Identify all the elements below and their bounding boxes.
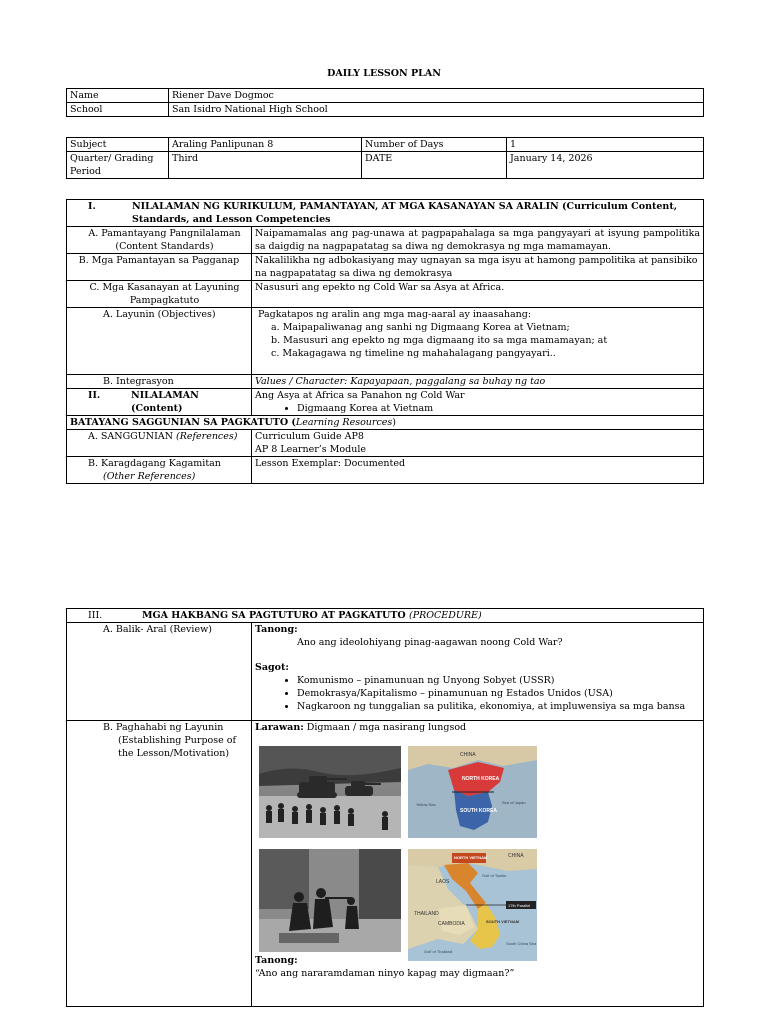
references-values: [252, 430, 704, 457]
answer-item: • Komunismo – pinamunuan ng Unyong Sobyet (USSR): [297, 674, 700, 687]
integration-value: Values / Character: Kapayapaan, paggalang sa buhay ng tao: [252, 375, 704, 389]
other-references-label-text: B. Karagdagang Kagamitan: [88, 458, 221, 469]
objective-a: a. Maipapaliwanag ang sanhi ng Digmaang Korea at Vietnam;: [271, 322, 570, 333]
map1-label-south-korea: SOUTH KOREA: [460, 808, 497, 814]
references-label-italic: (References): [176, 431, 238, 442]
map2-label-gulf-of-tonkin: Gulf of Tonkin: [482, 873, 507, 878]
motivation-question: “Ano ang nararamdaman ninyo kapag may digmaan?”: [255, 968, 515, 979]
motivation-label-line-2: (Establishing Purpose of: [118, 735, 237, 746]
name-label: Name: [67, 89, 169, 103]
motivation-label-line-1: B. Paghahabi ng Layunin: [103, 722, 224, 733]
map2-label-laos: LAOS: [436, 879, 450, 885]
map2-label-north-vietnam: NORTH VIETNAM: [454, 855, 488, 860]
map2-label-gulf-of-thailand: Gulf of Thailand: [424, 949, 453, 954]
korea-map: [408, 746, 537, 838]
other-references-label: [67, 457, 252, 484]
vietnam-map: [408, 849, 537, 961]
section-3-title-italic: (PROCEDURE): [408, 610, 482, 621]
section-3-number: III.: [88, 610, 103, 621]
map2-label-cambodia: CAMBODIA: [438, 921, 465, 927]
section-3-heading: [67, 609, 704, 623]
review-label: A. Balik- Aral (Review): [67, 623, 252, 721]
teacher-info-table: [66, 88, 704, 117]
map2-label-17th-parallel: 17th Parallel: [508, 903, 531, 908]
integration-label: B. Integrasyon: [67, 375, 252, 389]
motivation-question-label: Tanong:: [255, 955, 298, 966]
section-1-title: NILALAMAN NG KURIKULUM, PAMANTAYAN, AT MGA KASANAYAN SA ARALIN (Curriculum Content, Standards, and Lesson Competencies: [132, 201, 678, 225]
content-standards-label: A. Pamantayang Pangnilalaman (Content Standards): [67, 227, 252, 254]
objective-b: b. Masusuri ang epekto ng mga digmaang ito sa mga mamamayan; at: [271, 335, 608, 346]
motivation-label: [67, 721, 252, 1007]
objective-c: c. Makagagawa ng timeline ng mahahalagang pangyayari..: [271, 348, 556, 359]
other-references-label-italic: (Other References): [103, 471, 196, 482]
map1-label-yellow-sea: Yellow Sea: [416, 802, 436, 807]
content-value-cell: [252, 389, 704, 416]
review-question: Ano ang ideolohiyang pinag-aagawan noong Cold War?: [297, 637, 563, 648]
section-3-title: [142, 609, 482, 622]
school-value: San Isidro National High School: [169, 103, 704, 117]
reference-2: AP 8 Learner’s Module: [255, 444, 366, 455]
answer-item: • Nagkaroon ng tunggalian sa pulitika, ekonomiya, at impluwensiya sa mga bansa: [297, 700, 700, 713]
competencies-value: Nasusuri ang epekto ng Cold War sa Asya at Africa.: [252, 281, 704, 308]
document-title: DAILY LESSON PLAN: [327, 68, 441, 79]
map2-label-south-china-sea: South China Sea: [506, 941, 537, 946]
references-label-text: A. SANGGUNIAN: [88, 431, 177, 442]
map1-label-china: CHINA: [460, 752, 476, 758]
objectives-cell: [252, 308, 704, 375]
map2-label-thailand: THAILAND: [414, 911, 439, 917]
date-value: January 14, 2026: [507, 152, 704, 179]
performance-standards-value: Nakalilikha ng adbokasiyang may ugnayan sa mga isyu at hamong pampolitika at pansibiko na nagpapatatag sa diwa ng demokrasya: [252, 254, 704, 281]
objectives-intro: Pagkatapos ng aralin ang mga mag-aaral ay inaasahang:: [258, 309, 532, 320]
section-3-title-text: MGA HAKBANG SA PAGTUTURO AT PAGKATUTO: [142, 610, 409, 621]
section-1-heading: [67, 200, 704, 227]
subject-value: Araling Panlipunan 8: [169, 138, 362, 152]
days-value: 1: [507, 138, 704, 152]
other-references-value: Lesson Exemplar: Documented: [252, 457, 704, 484]
review-cell: [252, 623, 704, 721]
content-bullet: • Digmaang Korea at Vietnam: [297, 402, 700, 415]
map1-label-north-korea: NORTH KOREA: [462, 776, 500, 782]
days-label: Number of Days: [362, 138, 507, 152]
map2-label-china: CHINA: [508, 853, 524, 859]
motivation-label-line-3: the Lesson/Motivation): [118, 748, 230, 759]
picture-caption: [255, 721, 700, 734]
subject-label: Subject: [67, 138, 169, 152]
picture-caption-text: Digmaan / mga nasirang lungsod: [303, 722, 467, 733]
map2-label-south-vietnam: SOUTH VIETNAM: [486, 919, 520, 924]
subject-info-table: [66, 137, 704, 179]
objectives-label: A. Layunin (Objectives): [67, 308, 252, 375]
picture-caption-label: Larawan:: [255, 722, 304, 733]
references-label: [67, 430, 252, 457]
map1-label-sea-of-japan: Sea of Japan: [502, 800, 526, 805]
content-standards-value: Naipamamalas ang pag-unawa at pagpapahalaga sa mga pangyayari at isyung pampolitika sa daigdig na nagpapatatag sa diwa ng demokrasya ng mga mamamayan.: [252, 227, 704, 254]
section-2-number: II.: [88, 390, 101, 401]
school-label: School: [67, 103, 169, 117]
lesson-content-table: [66, 199, 704, 484]
date-label: DATE: [362, 152, 507, 179]
review-question-label: Tanong:: [255, 624, 298, 635]
resources-heading-text: BATAYANG SAGGUNIAN SA PAGKATUTO (: [70, 417, 296, 428]
performance-standards-label: B. Mga Pamantayan sa Pagganap: [67, 254, 252, 281]
quarter-label: Quarter/ Grading Period: [67, 152, 169, 179]
review-answer-label: Sagot:: [255, 662, 289, 673]
competencies-label: C. Mga Kasanayan at Layuning Pampagkatuto: [67, 281, 252, 308]
content-value: Ang Asya at Africa sa Panahon ng Cold War: [255, 390, 465, 401]
name-value: Riener Dave Dogmoc: [169, 89, 704, 103]
section-2-title: NILALAMAN (Content): [131, 390, 199, 414]
section-2-label-cell: [67, 389, 252, 416]
resources-heading: [67, 416, 704, 430]
war-photo-tanks: [259, 746, 401, 838]
quarter-value: Third: [169, 152, 362, 179]
war-photo-soldiers: [259, 849, 401, 952]
section-1-number: I.: [88, 201, 96, 212]
resources-heading-end: ): [392, 417, 396, 428]
answer-item: • Demokrasya/Kapitalismo – pinamunuan ng Estados Unidos (USA): [297, 687, 700, 700]
resources-heading-italic: Learning Resources: [295, 417, 393, 428]
reference-1: Curriculum Guide AP8: [255, 431, 364, 442]
